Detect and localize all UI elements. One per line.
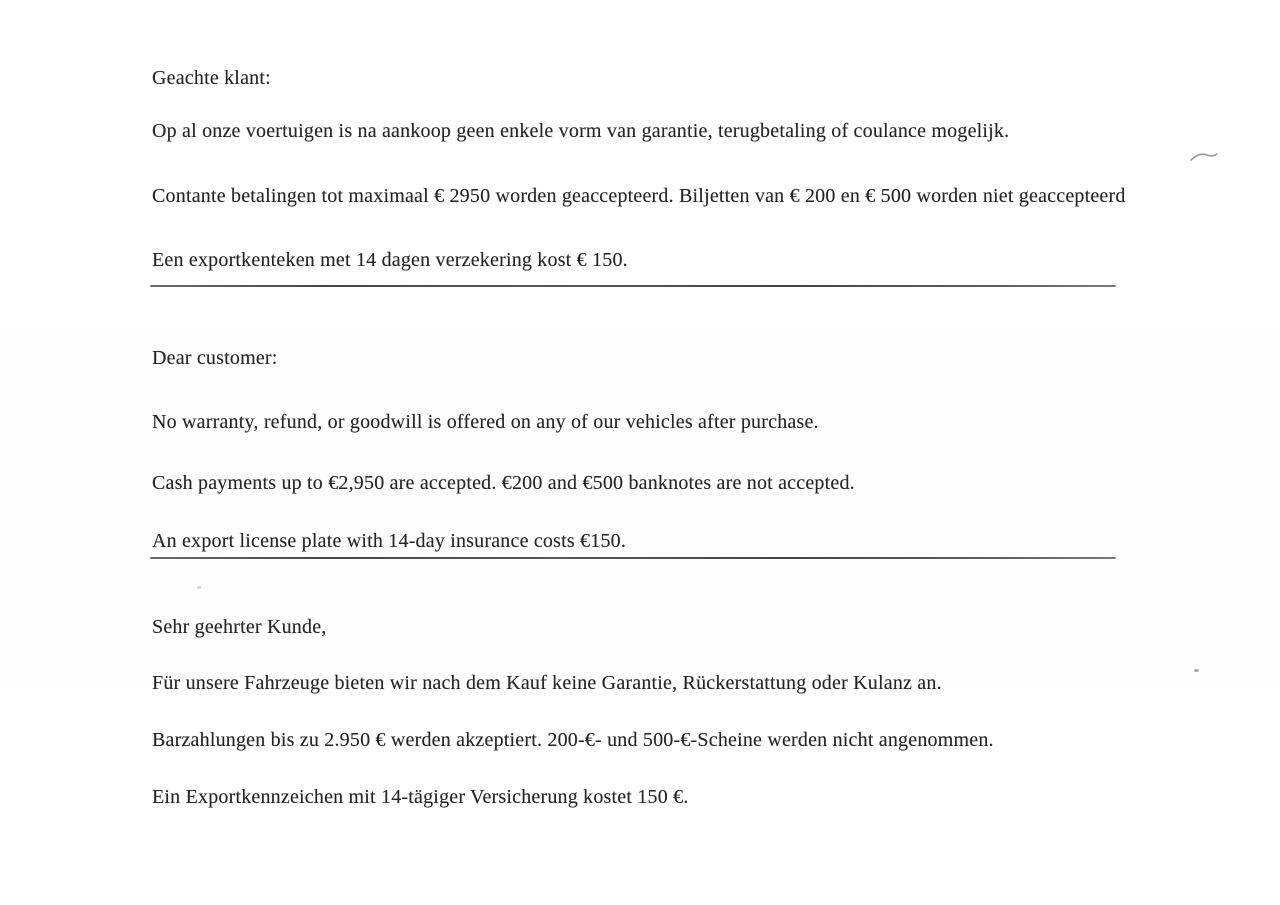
section-divider [150,557,1116,559]
section-divider [150,285,1116,287]
english-export-plate-line: An export license plate with 14-day insurance costs €150. [152,530,627,552]
faint-speck-artifact [197,586,201,589]
english-warranty-line: No warranty, refund, or goodwill is offered on any of our vehicles after purchase. [152,411,819,433]
german-greeting: Sehr geehrter Kunde, [152,616,327,638]
english-greeting: Dear customer: [152,347,278,369]
pen-mark-artifact [1190,151,1218,163]
dutch-greeting: Geachte klant: [152,67,271,89]
dot-speck-artifact [1194,669,1199,672]
german-warranty-line: Für unsere Fahrzeuge bieten wir nach dem Kauf keine Garantie, Rückerstattung oder Kulanz an. [152,672,942,694]
dutch-cash-payment-line: Contante betalingen tot maximaal € 2950 worden geaccepteerd. Biljetten van € 200 en € 500 worden niet geaccepteerd [152,185,1126,207]
dutch-export-plate-line: Een exportkenteken met 14 dagen verzekering kost € 150. [152,249,628,271]
german-export-plate-line: Ein Exportkennzeichen mit 14-tägiger Versicherung kostet 150 €. [152,786,689,808]
dutch-warranty-line: Op al onze voertuigen is na aankoop geen enkele vorm van garantie, terugbetaling of coulance mogelijk. [152,120,1010,142]
english-cash-payment-line: Cash payments up to €2,950 are accepted. €200 and €500 banknotes are not accepted. [152,472,855,494]
german-cash-payment-line: Barzahlungen bis zu 2.950 € werden akzeptiert. 200-€- und 500-€-Scheine werden nicht angenommen. [152,729,994,751]
